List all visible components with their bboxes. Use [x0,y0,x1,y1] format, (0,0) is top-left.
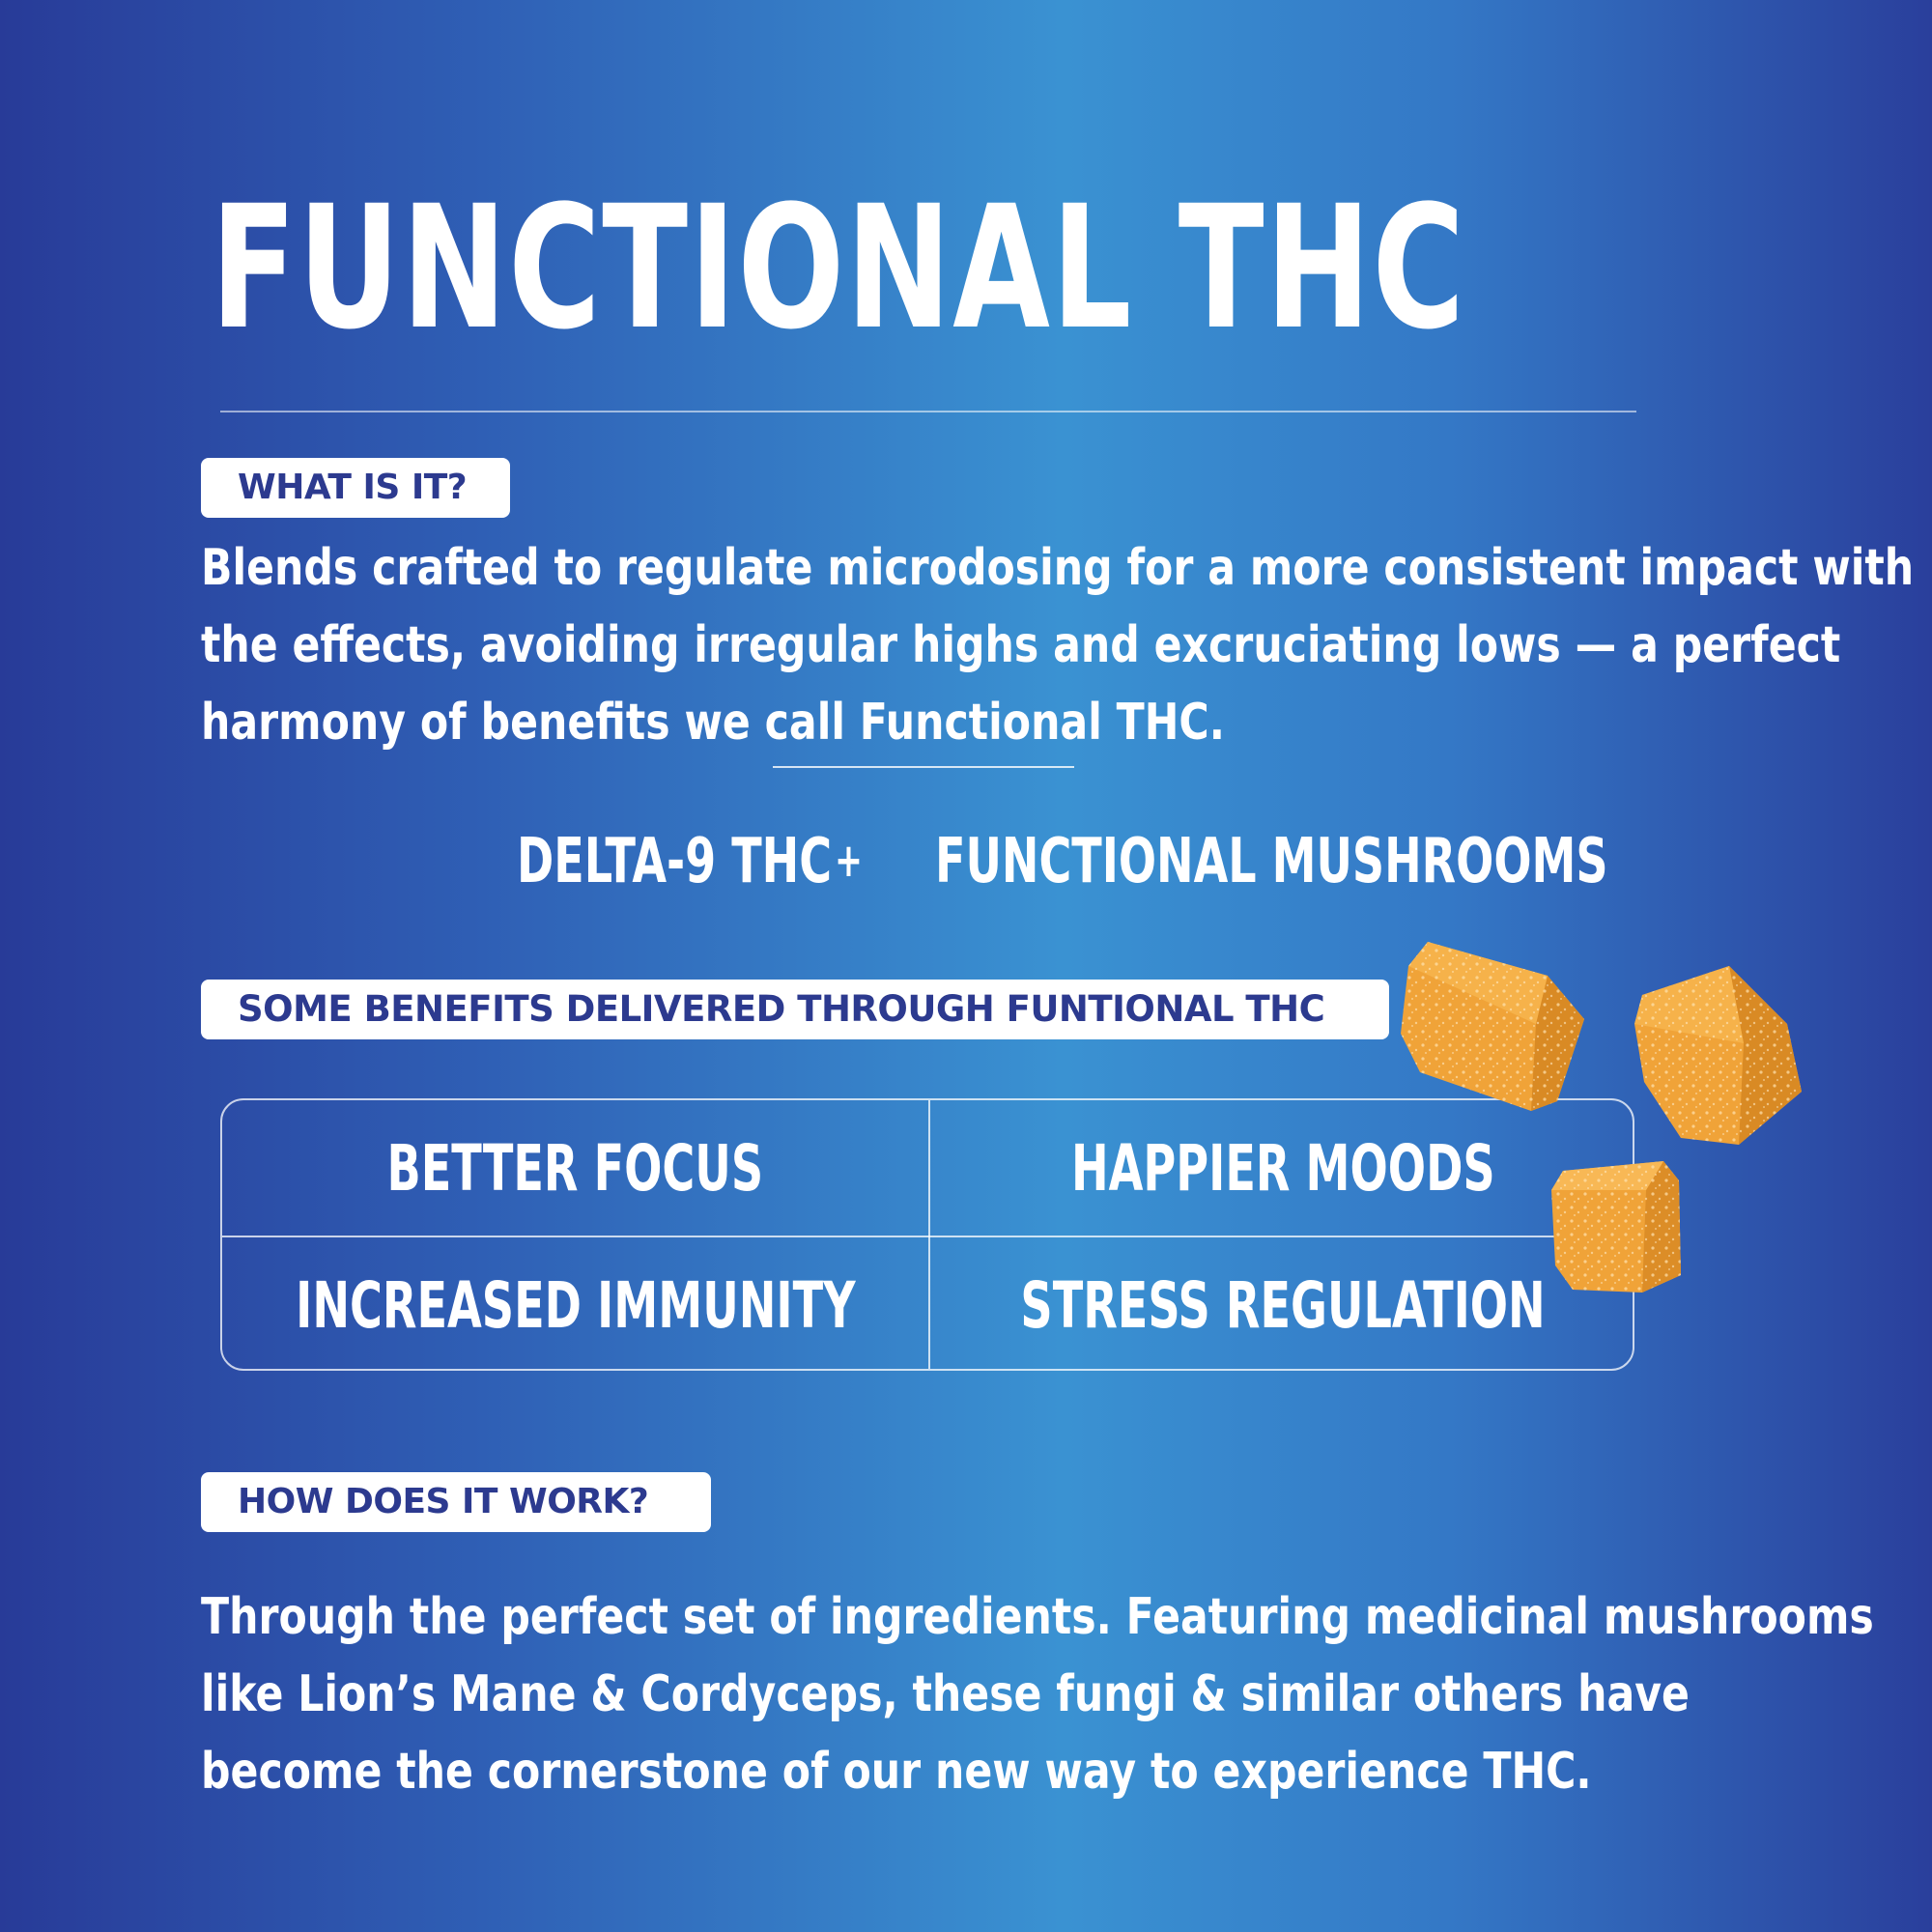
benefit-increased-immunity: INCREASED IMMUNITY [295,1267,856,1343]
benefit-cell [930,1237,1636,1373]
how-it-works-label [201,1472,711,1532]
benefits-label [201,980,1389,1039]
how-it-works-paragraph [201,1578,1874,1810]
how-it-works-label-text: HOW DOES IT WORK? [238,1482,649,1521]
benefits-label-text: SOME BENEFITS DELIVERED THROUGH FUNTIONAL THC [238,988,1325,1030]
benefit-better-focus: BETTER FOCUS [386,1130,764,1206]
title-divider [220,411,1636,412]
formula-right: FUNCTIONAL MUSHROOMS [935,826,1608,897]
page-title: FUNCTIONAL THC [211,169,1466,367]
gummy-2 [1634,966,1802,1145]
paragraph-line: harmony of benefits we call Functional THC. [201,694,1225,752]
benefit-happier-moods: HAPPIER MOODS [1071,1130,1495,1206]
paragraph-line: become the cornerstone of our new way to experience THC. [201,1743,1592,1801]
functional-thc-underline [773,766,1074,768]
paragraph-line: Blends crafted to regulate microdosing for a more consistent impact with [201,539,1915,597]
what-is-it-label [201,458,510,518]
formula-plus: + [835,834,863,888]
benefit-cell [930,1100,1636,1236]
paragraph-line: like Lion’s Mane & Cordyceps, these fungi & similar others have [201,1665,1690,1723]
benefits-grid [220,1098,1634,1371]
paragraph-line: Through the perfect set of ingredients. Featuring medicinal mushrooms [201,1588,1874,1646]
what-is-it-paragraph [201,529,1914,761]
benefit-stress-regulation: STRESS REGULATION [1020,1267,1547,1343]
gummy-1 [1401,942,1584,1111]
benefit-cell [222,1100,928,1236]
benefit-cell [222,1237,928,1373]
formula-row [0,826,1932,903]
what-is-it-label-text: WHAT IS IT? [238,468,468,507]
formula-left: DELTA-9 THC [517,826,833,897]
paragraph-line: the effects, avoiding irregular highs and excruciating lows — a perfect [201,616,1841,674]
